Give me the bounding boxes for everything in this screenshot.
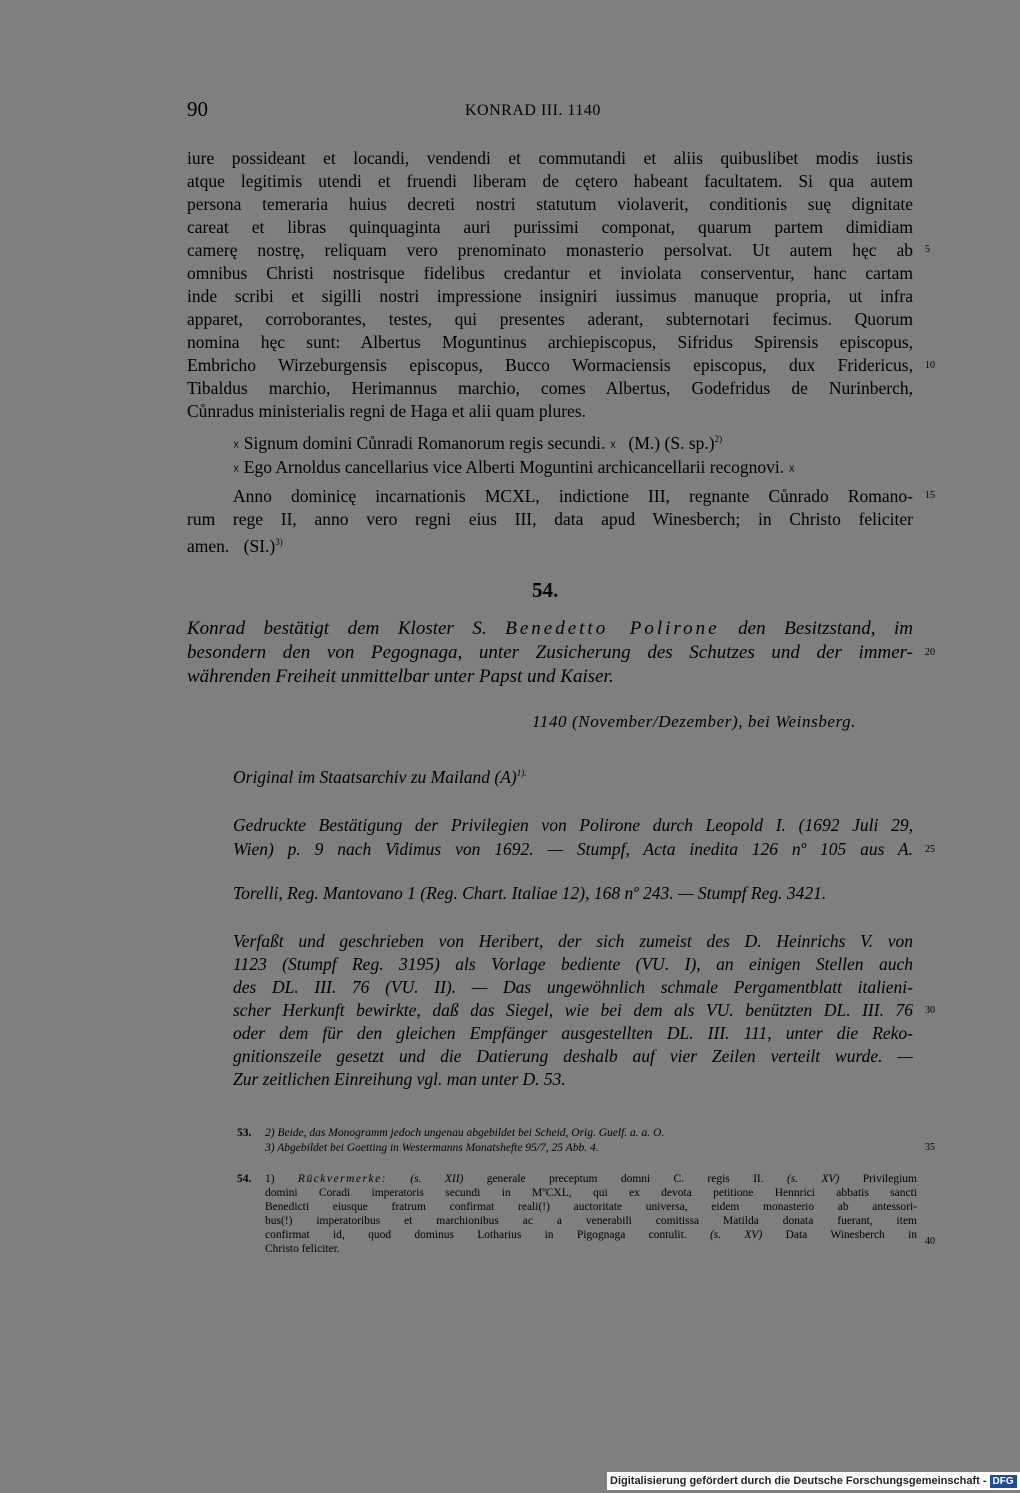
commentary-line: scher Herkunft bewirkte, daß das Siegel, wie bei dem als VU. benützten DL. III. 76 <box>233 1000 913 1020</box>
cross-mark: ☓ <box>788 462 795 476</box>
signum-tail: (M.) (S. sp.) <box>628 432 715 453</box>
body-line: Embricho Wirzeburgensis episcopus, Bucco Wormaciensis episcopus, dux Fridericus, <box>187 355 913 375</box>
line-number: 35 <box>925 1142 935 1153</box>
footnote-text: (s. XV) <box>709 1229 763 1241</box>
footnote-line: Christo feliciter. <box>265 1243 340 1255</box>
page-number: 90 <box>187 97 208 121</box>
footnote-number: 53. <box>237 1127 252 1139</box>
line-number: 30 <box>925 1005 935 1016</box>
footnote-text: Data Winesberch in <box>785 1229 918 1241</box>
document-number: 54. <box>532 578 559 602</box>
footnote-line: 2) Beide, das Monogramm jedoch ungenau abgebildet bei Scheid, Orig. Guelf. a. a. O. <box>265 1127 665 1139</box>
footnote-text: Privilegium <box>862 1173 917 1185</box>
footnote-ref: 2) <box>714 434 723 444</box>
anno-line <box>187 531 283 558</box>
body-line: Tibaldus marchio, Herimannus marchio, comes Albertus, Godefridus de Nurinberch, <box>187 378 913 398</box>
ego-text: Ego Arnoldus cancellarius vice Alberti Moguntini archicancellarii recognovi. <box>243 457 785 477</box>
dfg-logo: DFG <box>990 1475 1017 1488</box>
anno-text: amen. <box>187 535 230 556</box>
line-number: 5 <box>925 244 930 255</box>
commentary-line: 1123 (Stumpf Reg. 3195) als Vorlage bediente (VU. I), an einigen Stellen auch <box>233 954 913 974</box>
line-number: 40 <box>925 1236 935 1247</box>
credit-text: Digitalisierung gefördert durch die Deutsche Forschungsgemeinschaft - <box>610 1475 987 1487</box>
original-line <box>233 762 526 789</box>
line-number: 20 <box>925 647 935 658</box>
body-line: careat et libras quinquaginta auri purissimi componat, quarum partem dimidiam <box>187 217 913 237</box>
footnote-text: generale preceptum domni C. regis II. <box>486 1173 764 1185</box>
regest-line: währenden Freiheit unmittelbar unter Papst und Kaiser. <box>187 666 614 687</box>
footnote-number: 54. <box>237 1173 252 1185</box>
footnote-text: (s. XV) <box>786 1173 840 1185</box>
cross-mark: ☓ <box>233 437 240 452</box>
ego-line <box>233 456 795 481</box>
body-line: iure possideant et locandi, vendendi et commutandi et aliis quibuslibet modis iustis <box>187 148 913 168</box>
regest-line: besondern den von Pegognaga, unter Zusicherung des Schutzes und der immer- <box>187 642 913 663</box>
regest-spaced-name: Benedetto Polirone <box>505 618 720 639</box>
footnote-line: domini Coradi imperatoris secundi in MºCXL, qui ex devota petitione Hennrici abbatis sancti <box>265 1187 917 1199</box>
footnote-line: 3) Abgebildet bei Goetting in Westermanns Monatshefte 95/7, 25 Abb. 4. <box>265 1142 599 1154</box>
body-line: persona temeraria huius decreti nostri statutum violaverit, conditionis suę dignitate <box>187 194 913 214</box>
body-line: atque legitimis utendi et fruendi liberam de cętero habeant facultatem. Si qua autem <box>187 171 913 191</box>
anno-tail: (SI.) <box>243 535 276 556</box>
footnote-line: bus(!) imperatoribus et marchionibus ac a venerabili comitissa Matilda donata fuerant, item <box>265 1215 917 1227</box>
cross-mark: ☓ <box>609 437 617 452</box>
footnote-line <box>265 1228 917 1242</box>
original-text: Original im Staatsarchiv zu Mailand (A) <box>233 766 517 787</box>
regest-text: den Besitzstand, im <box>738 618 914 639</box>
line-number: 10 <box>925 360 935 371</box>
body-line: camerę nostrę, reliquam vero prenominato monasterio persolvat. Ut autem hęc ab <box>187 240 913 260</box>
commentary-line: des DL. III. 76 (VU. II). — Das ungewöhnlich schmale Pergamentblatt italieni- <box>233 977 913 997</box>
commentary-line: oder dem für den gleichen Empfänger ausgestellten DL. III. 111, unter die Reko- <box>233 1023 913 1043</box>
footnote-line: Benedicti eiusque fratrum confirmat reali(!) auctoritate universa, eidem monasterio ab antessori- <box>265 1201 917 1213</box>
torelli-line: Torelli, Reg. Mantovano 1 (Reg. Chart. Italiae 12), 168 nº 243. — Stumpf Reg. 3421. <box>233 883 827 903</box>
footnote-text: confirmat id, quod dominus Lotharius in Pigognaga contulit. <box>265 1229 687 1241</box>
printed-line: Wien) p. 9 nach Vidimus von 1692. — Stumpf, Acta inedita 126 nº 105 aus A. <box>233 839 913 859</box>
anno-line: rum rege II, anno vero regni eius III, data apud Winesberch; in Christo feliciter <box>187 509 913 529</box>
regest-line <box>187 616 913 642</box>
commentary-line: Zur zeitlichen Einreihung vgl. man unter D. 53. <box>233 1069 566 1089</box>
date-line: 1140 (November/Dezember), bei Weinsberg. <box>532 712 857 731</box>
footnote-text: 1) <box>265 1173 275 1185</box>
line-number: 25 <box>925 844 935 855</box>
commentary-line: gnitionszeile gesetzt und die Datierung deshalb auf vier Zeilen verteilt wurde. — <box>233 1046 913 1066</box>
digitization-credit <box>607 1472 1020 1490</box>
printed-line: Gedruckte Bestätigung der Privilegien von Polirone durch Leopold I. (1692 Juli 29, <box>233 815 913 835</box>
footnote-text: Rückvermerke: <box>297 1173 388 1185</box>
signum-line <box>233 428 722 457</box>
anno-line: Anno dominicę incarnationis MCXL, indictione III, regnante Cůnrado Romano- <box>233 486 913 506</box>
signum-text: Signum domini Cůnradi Romanorum regis secundi. <box>243 432 606 453</box>
body-line: Cůnradus ministerialis regni de Haga et alii quam plures. <box>187 401 586 421</box>
body-line: inde scribi et sigilli nostri impressione insigniri iussimus manuque propria, ut infra <box>187 286 913 306</box>
body-line: nomina hęc sunt: Albertus Moguntinus archiepiscopus, Sifridus Spirensis episcopus, <box>187 332 913 352</box>
footnote-line <box>265 1172 917 1186</box>
footnote-text: (s. XII) <box>410 1173 464 1185</box>
cross-mark: ☓ <box>233 462 240 476</box>
body-line: apparet, corroborantes, testes, qui presentes aderant, subternotari fecimus. Quorum <box>187 309 913 329</box>
body-line: omnibus Christi nostrisque fidelibus credantur et inviolata conserventur, hanc cartam <box>187 263 913 283</box>
footnote-ref: 3) <box>275 537 283 547</box>
commentary-line: Verfaßt und geschrieben von Heribert, der sich zumeist des D. Heinrichs V. von <box>233 931 913 951</box>
running-title: KONRAD III. 1140 <box>465 102 601 119</box>
line-number: 15 <box>925 490 935 501</box>
regest-text: Konrad bestätigt dem Kloster S. <box>187 618 487 639</box>
footnote-ref: 1). <box>516 768 527 778</box>
